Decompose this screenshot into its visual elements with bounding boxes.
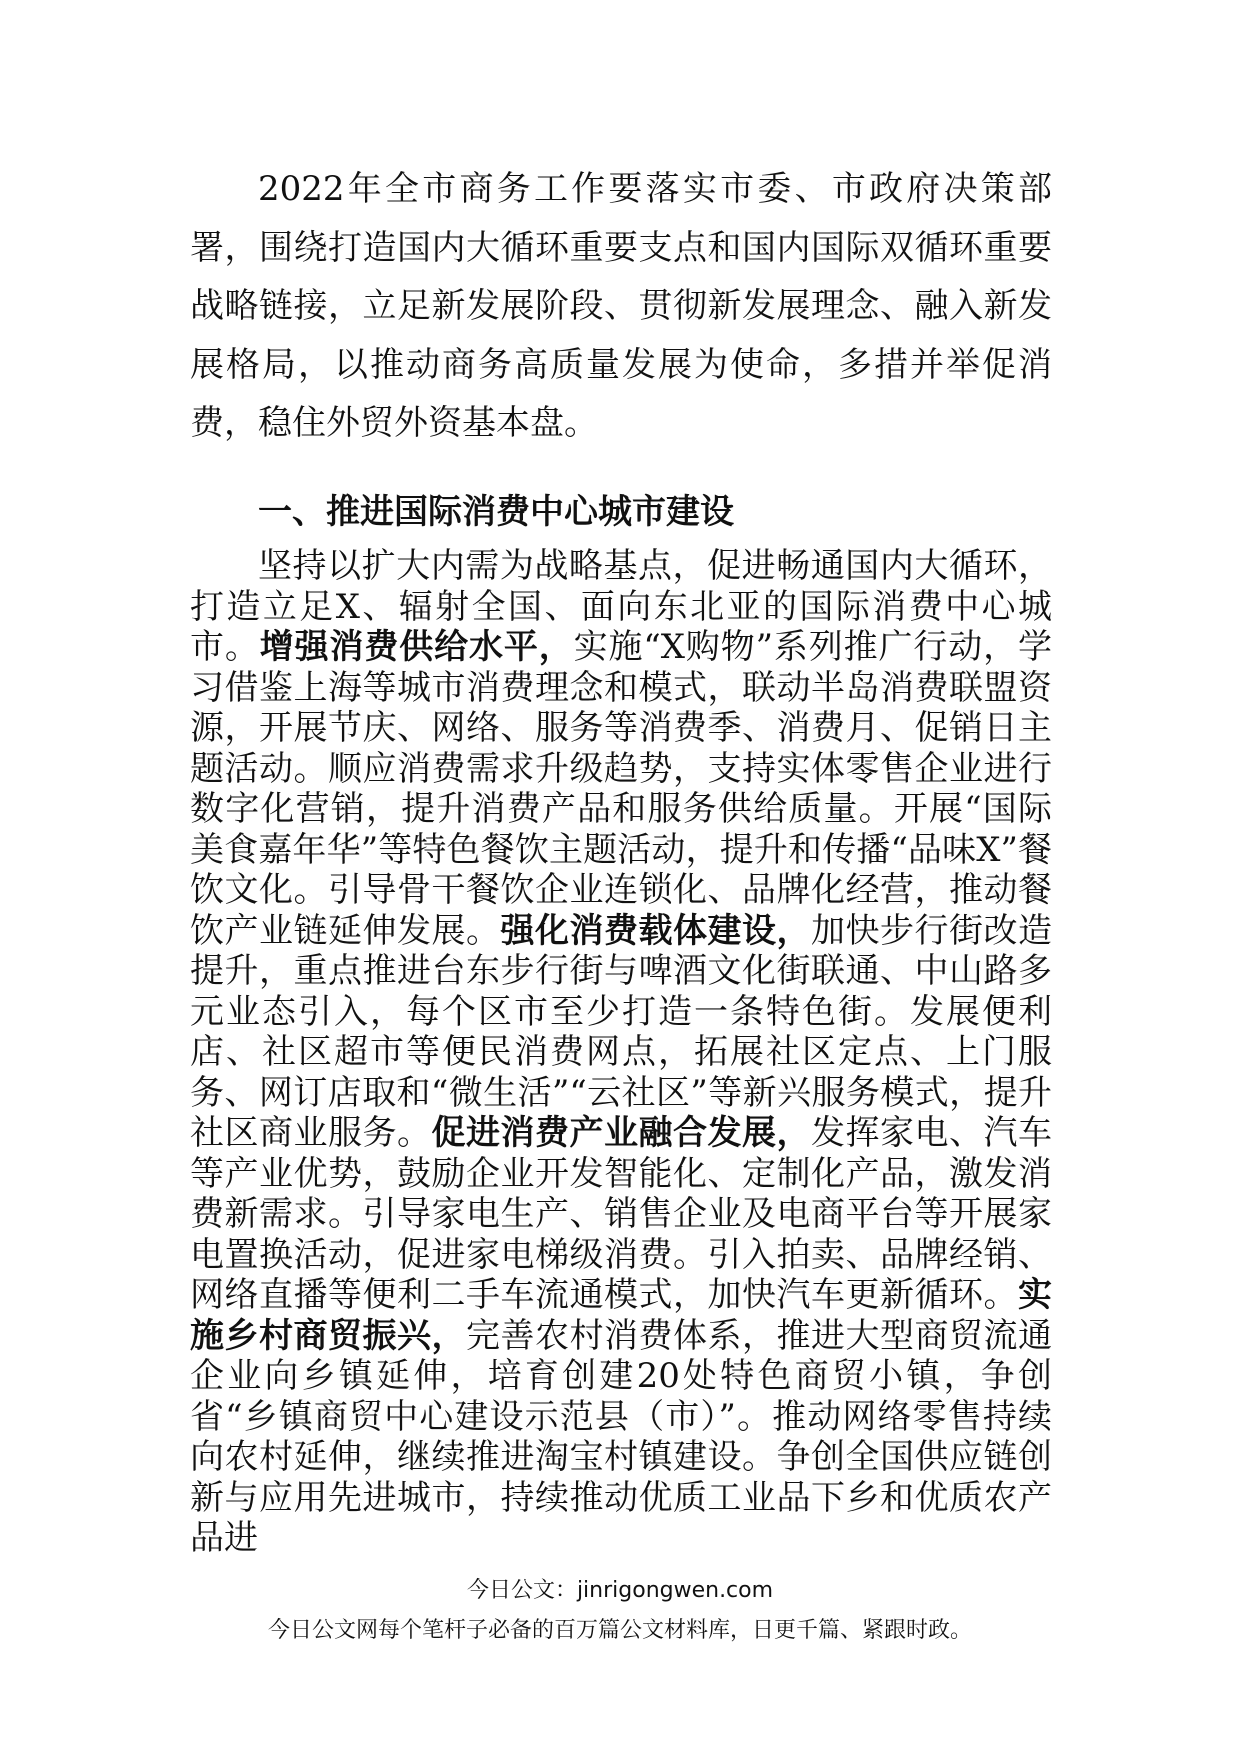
bold-phrase-1: 增强消费供给水平， bbox=[259, 627, 574, 667]
section-body-paragraph bbox=[190, 546, 1052, 1559]
footer-site-line: 今日公文：jinrigongwen.com bbox=[466, 1578, 774, 1603]
bold-phrase-3: 促进消费产业融合发展， bbox=[431, 1113, 811, 1153]
footer-slogan-line: 今日公文网每个笔杆子必备的百万篇公文材料库，日更千篇、紧跟时政。 bbox=[267, 1618, 972, 1643]
bold-phrase-2: 强化消费载体建设， bbox=[500, 910, 811, 951]
bold-phrase-4: 实施乡村商贸振兴， bbox=[190, 1275, 1052, 1356]
section-heading: 一、推进国际消费中心城市建设 bbox=[258, 492, 734, 532]
body-text-5: 完善农村消费体系，推进大型商贸流通企业向乡镇延伸，培育创建20处特色商贸小镇，争创省“乡镇商贸中心建设示范县（市）”。推动网络零售持续向农村延伸，继续推进淘宝村镇建设。争创全国供应链创新与应用先进城市，持续推动优质工业品下乡和优质农产品进 bbox=[190, 1315, 1052, 1558]
body-text-1: 坚持以扩大内需为战略基点，促进畅通国内大循环，打造立足X、辐射全国、面向东北亚的国际消费中心城市。 bbox=[190, 546, 1052, 667]
body-text-3: 加快步行街改造提升，重点推进台东步行街与啤酒文化街联通、中山路多元业态引入，每个区市至少打造一条特色街。发展便利店、社区超市等便民消费网点，拓展社区定点、上门服务、网订店取和“微生活”“云社区”等新兴服务模式，提升社区商业服务。 bbox=[190, 910, 1052, 1153]
body-text-2: 实施“X购物”系列推广行动，学习借鉴上海等城市消费理念和模式，联动半岛消费联盟资源，开展节庆、网络、服务等消费季、消费月、促销日主题活动。顺应消费需求升级趋势，支持实体零售企业进行数字化营销，提升消费产品和服务供给质量。开展“国际美食嘉年华”等特色餐饮主题活动，提升和传播“品味X”餐饮文化。引导骨干餐饮企业连锁化、品牌化经营，推动餐饮产业链延伸发展。 bbox=[190, 627, 1053, 951]
intro-paragraph: 2022年全市商务工作要落实市委、市政府决策部署，围绕打造国内大循环重要支点和国内国际双循环重要战略链接，立足新发展阶段、贯彻新发展理念、融入新发展格局，以推动商务高质量发展为使命，多措并举促消费，稳住外贸外资基本盘。 bbox=[190, 169, 1052, 443]
body-text-4: 发挥家电、汽车等产业优势，鼓励企业开发智能化、定制化产品，激发消费新需求。引导家电生产、销售企业及电商平台等开展家电置换活动，促进家电梯级消费。引入拍卖、品牌经销、网络直播等便利二手车流通模式，加快汽车更新循环。 bbox=[190, 1113, 1052, 1315]
